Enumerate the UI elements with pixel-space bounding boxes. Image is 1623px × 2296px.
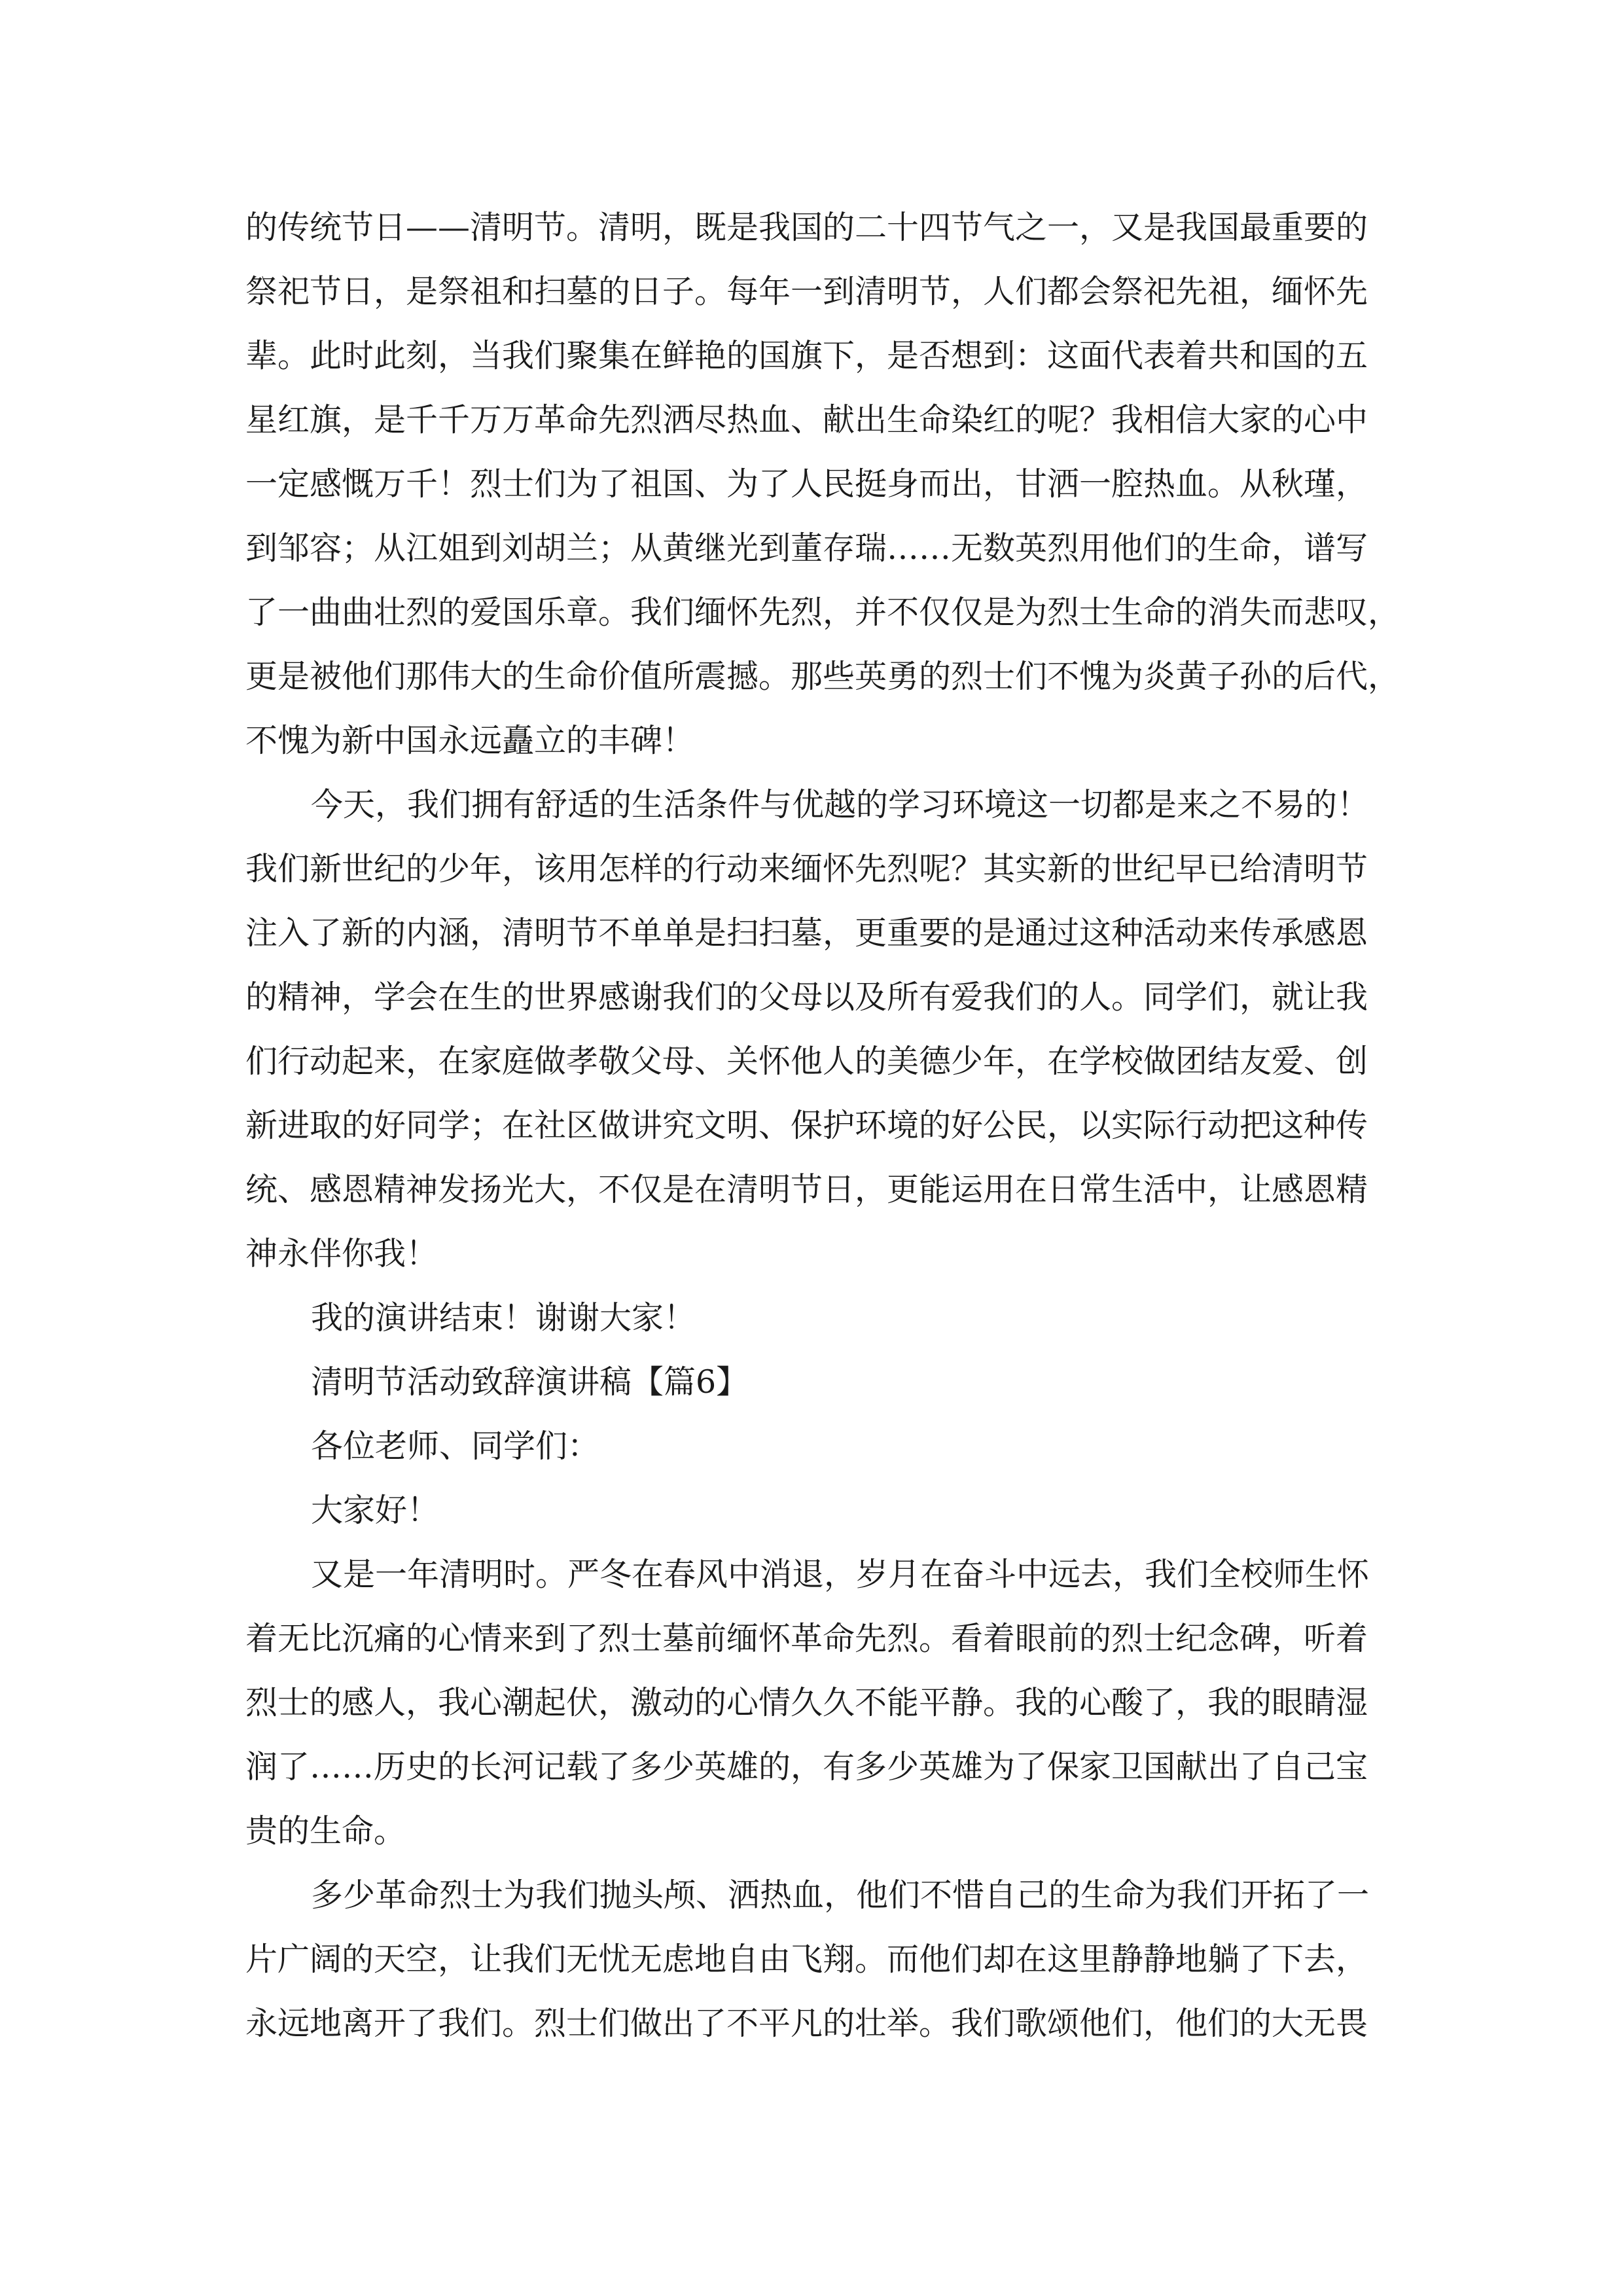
section-heading: 清明节活动致辞演讲稿【篇6】 <box>311 1363 749 1401</box>
paragraph-line: 片广阔的天空，让我们无忧无虑地自由飞翔。而他们却在这里静静地躺了下去， <box>245 1941 1368 1978</box>
paragraph-line: 辈。此时此刻，当我们聚集在鲜艳的国旗下，是否想到：这面代表着共和国的五 <box>245 337 1368 374</box>
paragraph-line: 的精神，学会在生的世界感谢我们的父母以及所有爱我们的人。同学们，就让我 <box>245 978 1368 1016</box>
paragraph-line: 新进取的好同学；在社区做讲究文明、保护环境的好公民，以实际行动把这种传 <box>245 1107 1368 1144</box>
paragraph-line: 烈士的感人，我心潮起伏，激动的心情久久不能平静。我的心酸了，我的眼睛湿 <box>245 1684 1368 1721</box>
paragraph-line: 更是被他们那伟大的生命价值所震撼。那些英勇的烈士们不愧为炎黄子孙的后代， <box>245 658 1400 695</box>
paragraph-line: 神永伴你我！ <box>245 1235 438 1272</box>
paragraph-line: 注入了新的内涵，清明节不单单是扫扫墓，更重要的是通过这种活动来传承感恩 <box>245 914 1368 952</box>
paragraph-line: 不愧为新中国永远矗立的丰碑！ <box>245 722 695 759</box>
paragraph-line: 祭祀节日，是祭祖和扫墓的日子。每年一到清明节，人们都会祭祀先祖，缅怀先 <box>245 273 1368 310</box>
paragraph-line: 多少革命烈士为我们抛头颅、洒热血，他们不惜自己的生命为我们开拓了一 <box>311 1876 1370 1914</box>
paragraph-line: 统、感恩精神发扬光大，不仅是在清明节日，更能运用在日常生活中，让感恩精 <box>245 1171 1368 1208</box>
paragraph-line: 永远地离开了我们。烈士们做出了不平凡的壮举。我们歌颂他们，他们的大无畏 <box>245 2005 1368 2042</box>
paragraph-line: 的传统节日——清明节。清明，既是我国的二十四节气之一，又是我国最重要的 <box>245 209 1368 246</box>
paragraph-line: 润了……历史的长河记载了多少英雄的，有多少英雄为了保家卫国献出了自己宝 <box>245 1748 1368 1785</box>
paragraph-line: 一定感慨万千！烈士们为了祖国、为了人民挺身而出，甘洒一腔热血。从秋瑾， <box>245 465 1368 503</box>
paragraph-line: 们行动起来，在家庭做孝敬父母、关怀他人的美德少年，在学校做团结友爱、创 <box>245 1043 1368 1080</box>
greeting-line: 大家好！ <box>311 1492 440 1529</box>
paragraph-line: 到邹容；从江姐到刘胡兰；从黄继光到董存瑞……无数英烈用他们的生命，谱写 <box>245 529 1368 567</box>
paragraph-line: 贵的生命。 <box>245 1812 406 1850</box>
paragraph-line: 星红旗，是千千万万革命先烈洒尽热血、献出生命染红的呢？我相信大家的心中 <box>245 401 1368 439</box>
paragraph-line: 我们新世纪的少年，该用怎样的行动来缅怀先烈呢？其实新的世纪早已给清明节 <box>245 850 1368 888</box>
paragraph-line: 了一曲曲壮烈的爱国乐章。我们缅怀先烈，并不仅仅是为烈士生命的消失而悲叹， <box>245 594 1400 631</box>
salutation-line: 各位老师、同学们： <box>311 1427 600 1465</box>
closing-line: 我的演讲结束！谢谢大家！ <box>311 1299 696 1336</box>
paragraph-line: 今天，我们拥有舒适的生活条件与优越的学习环境这一切都是来之不易的！ <box>311 786 1370 823</box>
paragraph-line: 又是一年清明时。严冬在春风中消退，岁月在奋斗中远去，我们全校师生怀 <box>311 1556 1370 1593</box>
paragraph-line: 着无比沉痛的心情来到了烈士墓前缅怀革命先烈。看着眼前的烈士纪念碑，听着 <box>245 1620 1368 1657</box>
